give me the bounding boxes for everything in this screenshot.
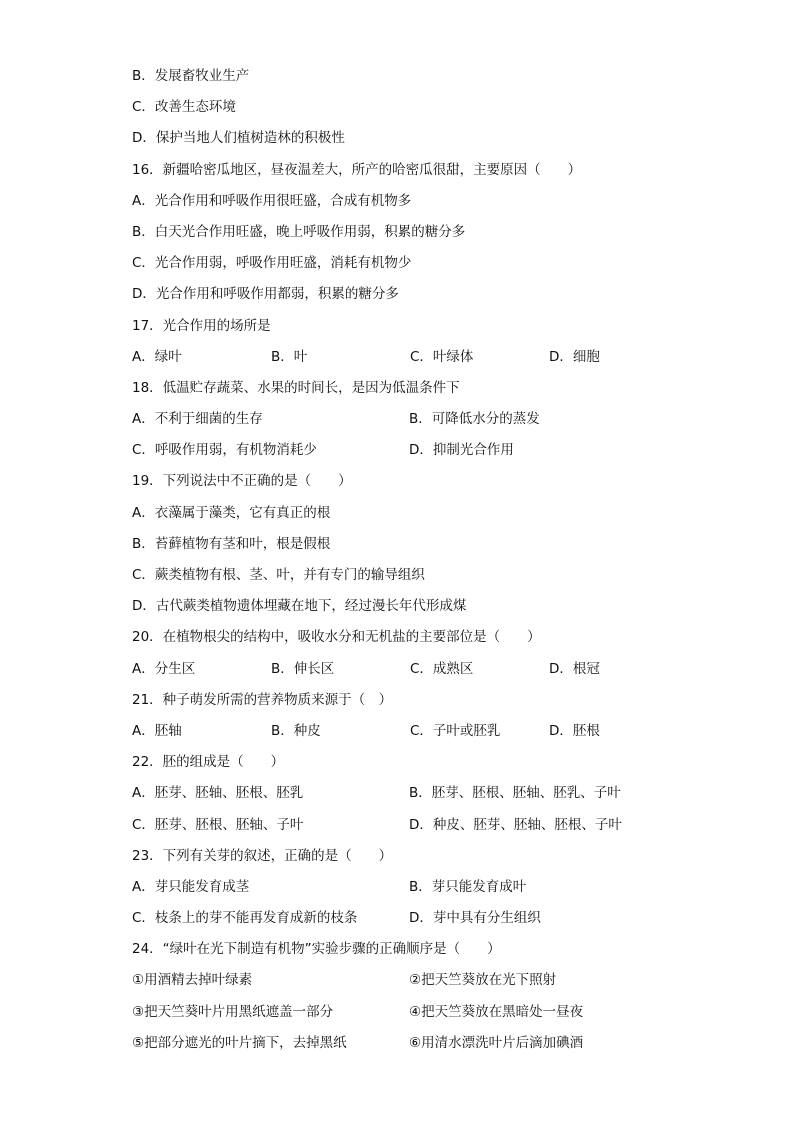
line-text: 23．下列有关芽的叙述，正确的是（ ） xyxy=(132,847,393,864)
text-line xyxy=(132,471,692,502)
text-line xyxy=(132,503,692,534)
option-text: A．胚芽、胚轴、胚根、胚乳 xyxy=(132,785,304,802)
option-text: A．不利于细菌的生存 xyxy=(132,411,263,428)
option-text: D．胚根 xyxy=(549,722,600,739)
text-line xyxy=(132,347,692,378)
text-line xyxy=(132,1033,692,1064)
option-text: ⑥用清水漂洗叶片后滴加碘酒 xyxy=(409,1034,584,1051)
text-line xyxy=(132,815,692,846)
text-line xyxy=(132,409,692,440)
text-line xyxy=(132,160,692,191)
text-line xyxy=(132,284,692,315)
text-line xyxy=(132,191,692,222)
option-text: B．芽只能发育成叶 xyxy=(409,878,527,895)
line-text: C．光合作用弱，呼吸作用旺盛，消耗有机物少 xyxy=(132,255,412,272)
text-line xyxy=(132,908,692,939)
option-text: ①用酒精去掉叶绿素 xyxy=(132,972,253,989)
option-text: A．绿叶 xyxy=(132,348,182,365)
option-text: ②把天竺葵放在光下照射 xyxy=(409,972,557,989)
text-line xyxy=(132,565,692,596)
option-text: D．芽中具有分生组织 xyxy=(409,910,541,927)
option-text: D．种皮、胚芽、胚轴、胚根、子叶 xyxy=(409,816,622,833)
option-text: ④把天竺葵放在黑暗处一昼夜 xyxy=(409,1003,584,1020)
option-text: B．可降低水分的蒸发 xyxy=(409,411,540,428)
line-text: D．光合作用和呼吸作用都弱，积累的糖分多 xyxy=(132,286,399,303)
text-line xyxy=(132,690,692,721)
option-text: D．根冠 xyxy=(549,660,600,677)
text-line xyxy=(132,128,692,159)
text-line xyxy=(132,1002,692,1033)
line-text: 17．光合作用的场所是 xyxy=(132,317,271,334)
text-line xyxy=(132,659,692,690)
text-line xyxy=(132,877,692,908)
option-text: C．呼吸作用弱，有机物消耗少 xyxy=(132,442,317,459)
option-text: C．胚芽、胚根、胚轴、子叶 xyxy=(132,816,304,833)
option-text: D．抑制光合作用 xyxy=(409,442,514,459)
text-line xyxy=(132,534,692,565)
line-text: D．保护当地人们植树造林的积极性 xyxy=(132,130,345,147)
text-line xyxy=(132,846,692,877)
option-text: C．枝条上的芽不能再发育成新的枝条 xyxy=(132,910,358,927)
line-text: A．衣藻属于藻类，它有真正的根 xyxy=(132,504,331,521)
text-line xyxy=(132,316,692,347)
option-text: B．叶 xyxy=(271,348,308,365)
text-line xyxy=(132,222,692,253)
text-line xyxy=(132,253,692,284)
text-line xyxy=(132,596,692,627)
option-text: D．细胞 xyxy=(549,348,600,365)
line-text: A．光合作用和呼吸作用很旺盛，合成有机物多 xyxy=(132,192,412,209)
line-text: 16．新疆哈密瓜地区，昼夜温差大，所产的哈密瓜很甜，主要原因（ ） xyxy=(132,161,582,178)
line-text: B．发展畜牧业生产 xyxy=(132,68,250,84)
text-line xyxy=(132,378,692,409)
line-text: 20．在植物根尖的结构中，吸收水分和无机盐的主要部位是（ ） xyxy=(132,629,541,646)
line-text: C．改善生态环境 xyxy=(132,99,236,116)
line-text: D．古代蕨类植物遗体埋藏在地下，经过漫长年代形成煤 xyxy=(132,598,467,615)
line-text: 24．“绿叶在光下制造有机物”实验步骤的正确顺序是（ ） xyxy=(132,941,501,958)
line-text: C．蕨类植物有根、茎、叶，并有专门的输导组织 xyxy=(132,567,425,583)
text-line xyxy=(132,97,692,128)
option-text: C．成熟区 xyxy=(410,660,474,677)
option-text: A．芽只能发育成茎 xyxy=(132,878,250,895)
text-line xyxy=(132,970,692,1001)
text-line xyxy=(132,783,692,814)
option-text: B．胚芽、胚根、胚轴、胚乳、子叶 xyxy=(409,785,621,802)
text-line xyxy=(132,939,692,970)
text-line xyxy=(132,627,692,658)
line-text: 18．低温贮存蔬菜、水果的时间长，是因为低温条件下 xyxy=(132,379,460,396)
option-text: C．叶绿体 xyxy=(410,348,474,365)
option-text: C．子叶或胚乳 xyxy=(410,722,501,739)
option-text: ⑤把部分遮光的叶片摘下，去掉黑纸 xyxy=(132,1034,347,1051)
option-text: A．胚轴 xyxy=(132,722,182,739)
option-text: ③把天竺葵叶片用黑纸遮盖一部分 xyxy=(132,1003,334,1020)
document-page xyxy=(132,66,692,1064)
line-text: 22．胚的组成是（ ） xyxy=(132,754,285,771)
option-text: B．种皮 xyxy=(271,722,321,739)
line-text: 19．下列说法中不正确的是（ ） xyxy=(132,473,352,490)
text-line xyxy=(132,66,692,97)
option-text: B．伸长区 xyxy=(271,660,335,677)
text-line xyxy=(132,440,692,471)
line-text: B．白天光合作用旺盛，晚上呼吸作用弱，积累的糖分多 xyxy=(132,223,466,240)
text-line xyxy=(132,752,692,783)
text-line xyxy=(132,721,692,752)
option-text: A．分生区 xyxy=(132,660,196,677)
line-text: 21．种子萌发所需的营养物质来源于（ ） xyxy=(132,691,393,708)
line-text: B．苔藓植物有茎和叶，根是假根 xyxy=(132,535,331,552)
